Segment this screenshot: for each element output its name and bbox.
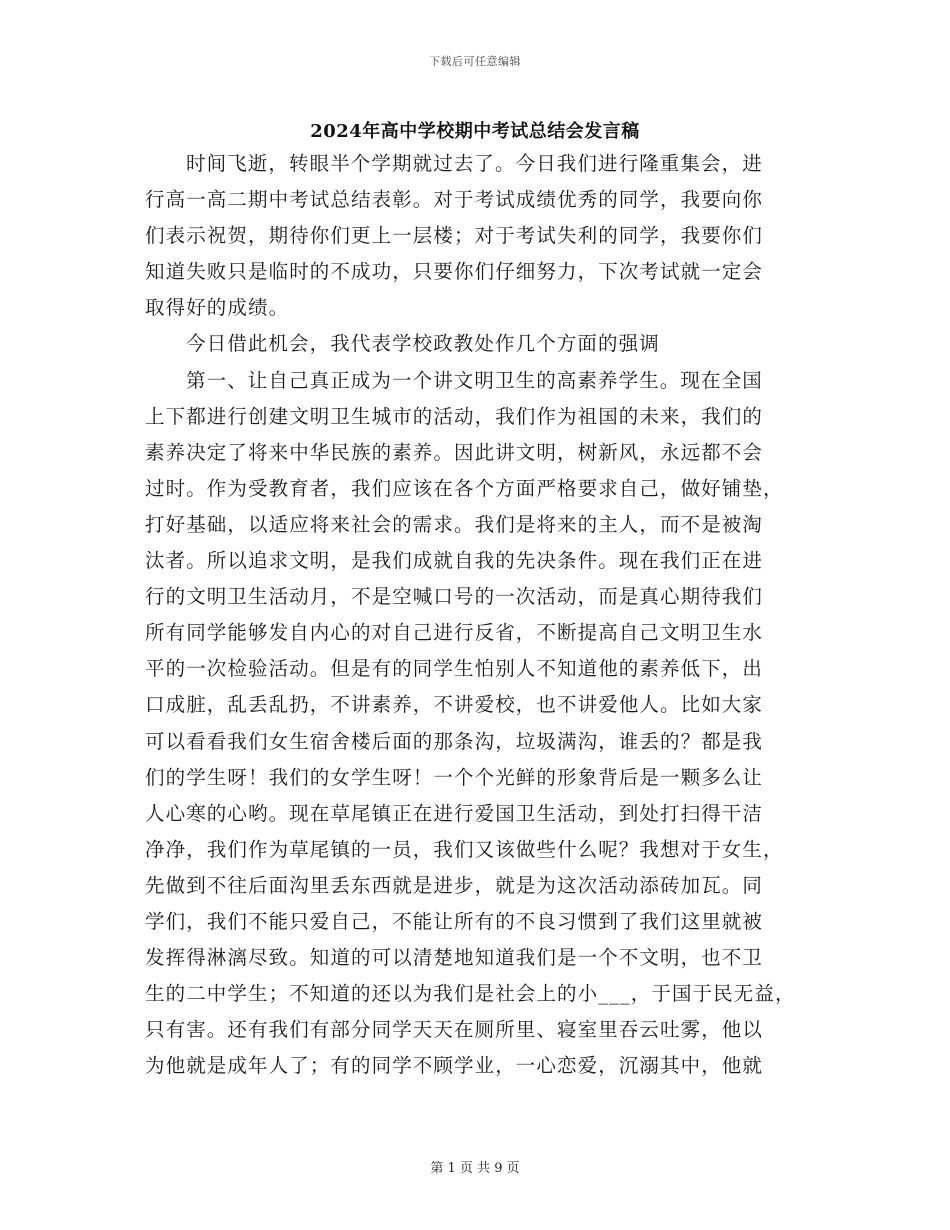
body-text-line: 们表示祝贺，期待你们更上一层楼；对于考试失利的同学，我要你们 [145,224,764,248]
body-text-line: 第一、让自己真正成为一个讲文明卫生的高素养学生。现在全国 [186,368,763,392]
body-text-line: 素养决定了将来中华民族的素养。因此讲文明，树新风，永远都不会 [145,440,764,464]
body-text-line: 平的一次检验活动。但是有的同学生怕别人不知道他的素养低下，出 [145,657,764,681]
body-text-line: 上下都进行创建文明卫生城市的活动，我们作为祖国的未来，我们的 [145,404,764,428]
body-text-line: 先做到不往后面沟里丢东西就是进步，就是为这次活动添砖加瓦。同 [145,873,764,897]
body-text-line: 时间飞逝，转眼半个学期就过去了。今日我们进行隆重集会，进 [186,152,763,175]
body-text-line: 生的二中学生；不知道的还以为我们是社会上的小___，于国于民无益， [145,982,796,1006]
body-text-line: 可以看看我们女生宿舍楼后面的那条沟，垃圾满沟，谁丢的？都是我 [145,729,764,753]
body-text-line: 过时。作为受教育者，我们应该在各个方面严格要求自己，做好铺垫， [145,476,784,500]
body-text-line: 打好基础，以适应将来社会的需求。我们是将来的主人，而不是被淘 [145,512,764,536]
body-text-line: 知道失败只是临时的不成功，只要你们仔细努力，下次考试就一定会 [145,260,764,284]
body-text-line: 为他就是成年人了；有的同学不顾学业，一心恋爱，沉溺其中，他就 [145,1054,764,1078]
body-text-line: 们的学生呀！我们的女学生呀！一个个光鲜的形象背后是一颗多么让 [145,765,764,789]
body-text-line: 行高一高二期中考试总结表彰。对于考试成绩优秀的同学，我要向你 [145,188,764,212]
body-text-line: 所有同学能够发自内心的对自己进行反省，不断提高自己文明卫生水 [145,621,764,645]
body-text-line: 行的文明卫生活动月，不是空喊口号的一次活动，而是真心期待我们 [145,585,764,609]
body-text-line: 取得好的成绩。 [145,296,290,320]
body-text-line: 口成脏，乱丢乱扔，不讲素养，不讲爱校，也不讲爱他人。比如大家 [145,693,764,717]
body-text-line: 今日借此机会，我代表学校政教处作几个方面的强调 [186,332,660,356]
body-text-line: 汰者。所以追求文明，是我们成就自我的先决条件。现在我们正在进 [145,549,764,573]
body-text-line: 学们，我们不能只爱自己，不能让所有的不良习惯到了我们这里就被 [145,909,764,933]
document-body [145,146,805,1084]
body-text-line: 只有害。还有我们有部分同学天天在厕所里、寝室里吞云吐雾，他以 [145,1018,764,1042]
page-header-note: 下载后可任意编辑 [429,55,521,68]
document-title: 2024年高中学校期中考试总结会发言稿 [310,121,640,142]
body-text-line: 净净，我们作为草尾镇的一员，我们又该做些什么呢？我想对于女生， [145,837,784,861]
page-number-footer: 第 1 页 共 9 页 [430,1161,520,1176]
body-text-line: 人心寒的心哟。现在草尾镇正在进行爱国卫生活动，到处打扫得干洁 [145,801,764,825]
body-text-line: 发挥得淋漓尽致。知道的可以清楚地知道我们是一个不文明，也不卫 [145,946,764,970]
